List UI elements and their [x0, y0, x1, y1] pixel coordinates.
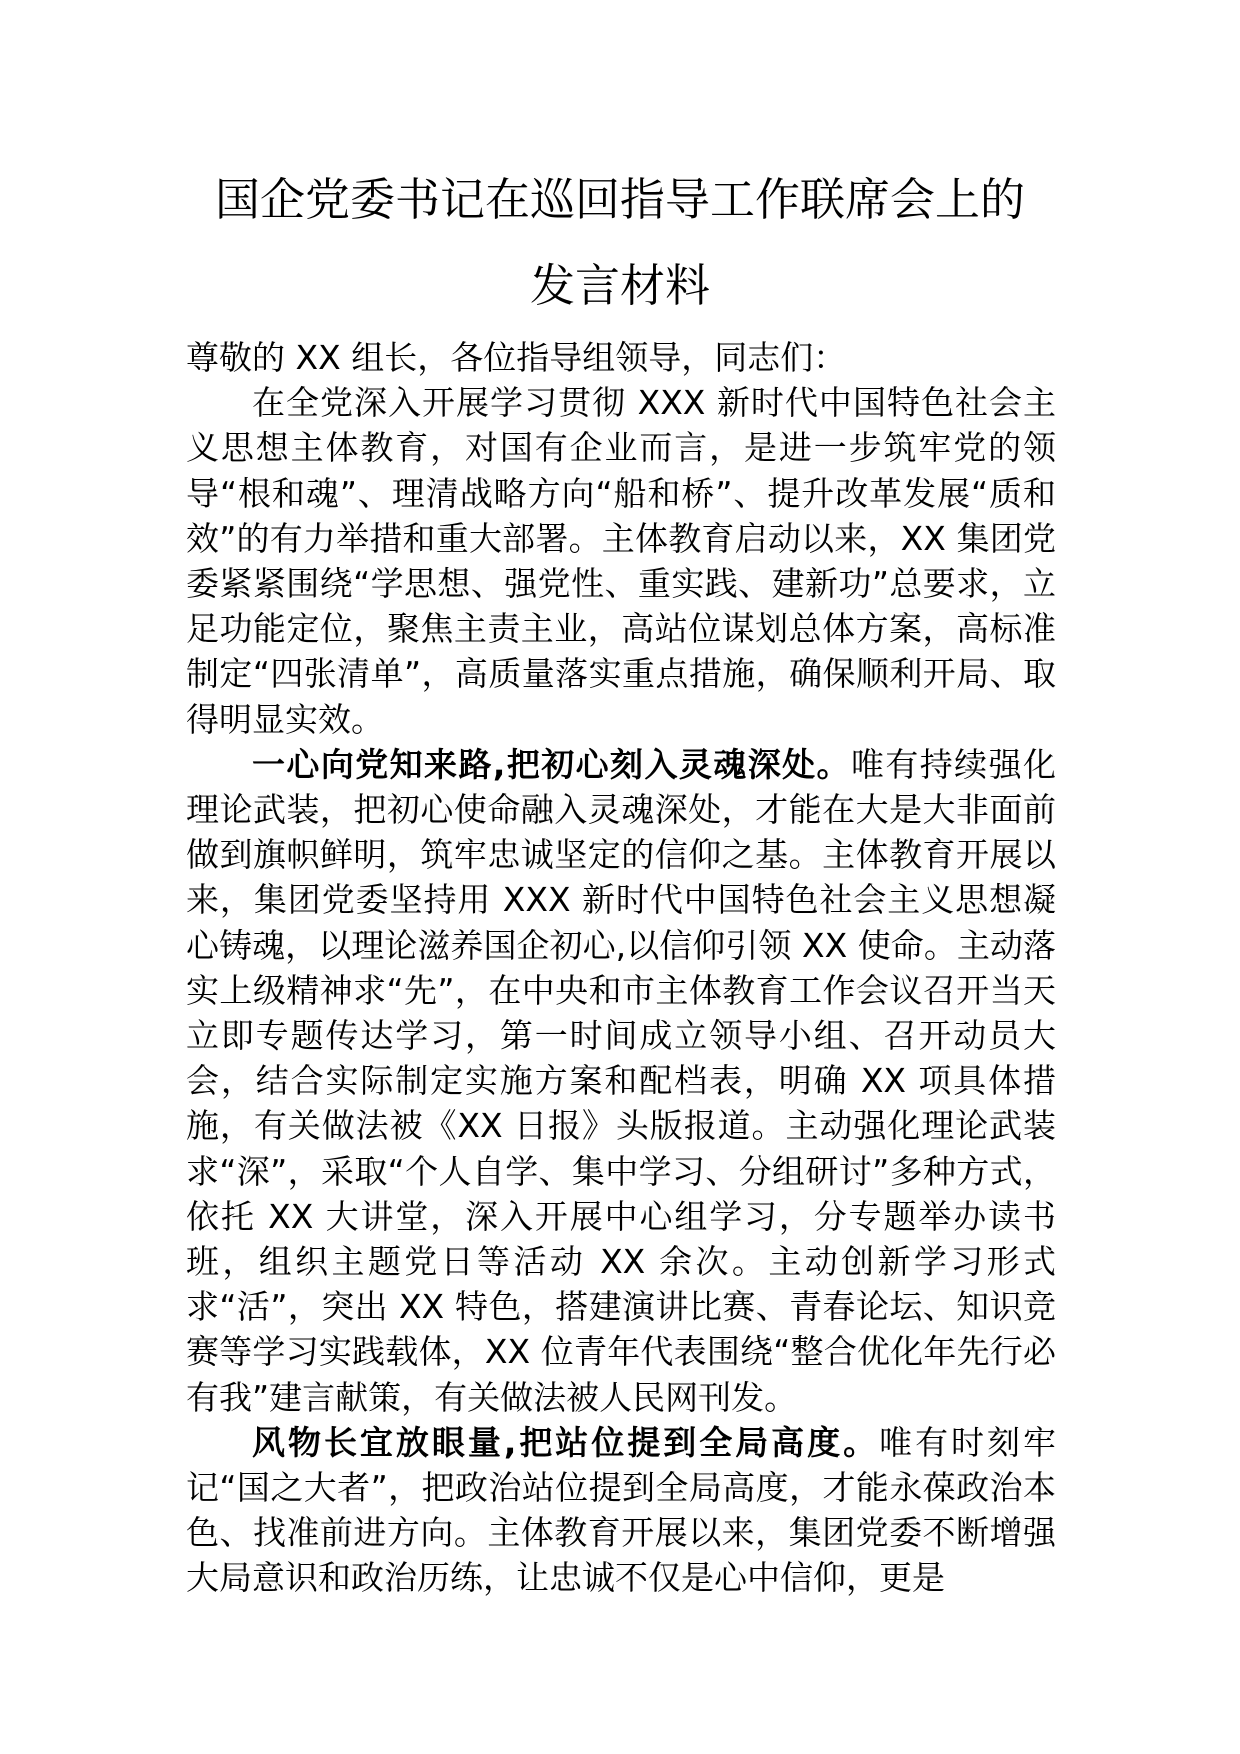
- intro-paragraph: 在全党深入开展学习贯彻 XXX 新时代中国特色社会主义思想主体教育，对国有企业而言，是进一步筑牢党的领导“根和魂”、理清战略方向“船和桥”、提升改革发展“质和效”的有力举措和重大部署。主体教育启动以来，XX 集团党委紧紧围绕“学思想、强党性、重实践、建新功”总要求，立足功能定位，聚焦主责主业，高站位谋划总体方案，高标准制定“四张清单”，高质量落实重点措施，确保顺利开局、取得明显实效。: [186, 383, 1056, 739]
- section-1-heading: 一心向党知来路,把初心刻入灵魂深处。: [252, 744, 851, 784]
- section-2-paragraph: [186, 1420, 1056, 1601]
- section-2-heading: 风物长宜放眼量,把站位提到全局高度。: [252, 1422, 880, 1462]
- section-2-text: 唯有时刻牢记“国之大者”，把政治站位提到全局高度，才能永葆政治本色、找准前进方向。主体教育开展以来，集团党委不断增强大局意识和政治历练，让忠诚不仅是心中信仰，更是: [186, 1422, 1056, 1598]
- section-1-text: 唯有持续强化理论武装，把初心使命融入灵魂深处，才能在大是大非面前做到旗帜鲜明，筑牢忠诚坚定的信仰之基。主体教育开展以来，集团党委坚持用 XXX 新时代中国特色社会主义思想凝心铸魂，以理论滋养国企初心,以信仰引领 XX 使命。主动落实上级精神求“先”，在中央和市主体教育工作会议召开当天立即专题传达学习，第一时间成立领导小组、召开动员大会，结合实际制定实施方案和配档表，明确 XX 项具体措施，有关做法被《XX 日报》头版报道。主动强化理论武装求“深”，采取“个人自学、集中学习、分组研讨”多种方式，依托 XX 大讲堂，深入开展中心组学习，分专题举办读书班，组织主题党日等活动 XX 余次。主动创新学习形式求“活”，突出 XX 特色，搭建演讲比赛、青春论坛、知识竞赛等学习实践载体，XX 位青年代表围绕“整合优化年先行必有我”建言献策，有关做法被人民网刊发。: [186, 744, 1056, 1417]
- document-title-line-2: 发言材料: [529, 259, 710, 312]
- section-1-paragraph: [186, 742, 1056, 1420]
- document-title-line-1: 国企党委书记在巡回指导工作联席会上的: [214, 173, 1025, 226]
- salutation: 尊敬的 XX 组长，各位指导组领导，同志们：: [186, 338, 847, 377]
- document-body: [186, 335, 1056, 1601]
